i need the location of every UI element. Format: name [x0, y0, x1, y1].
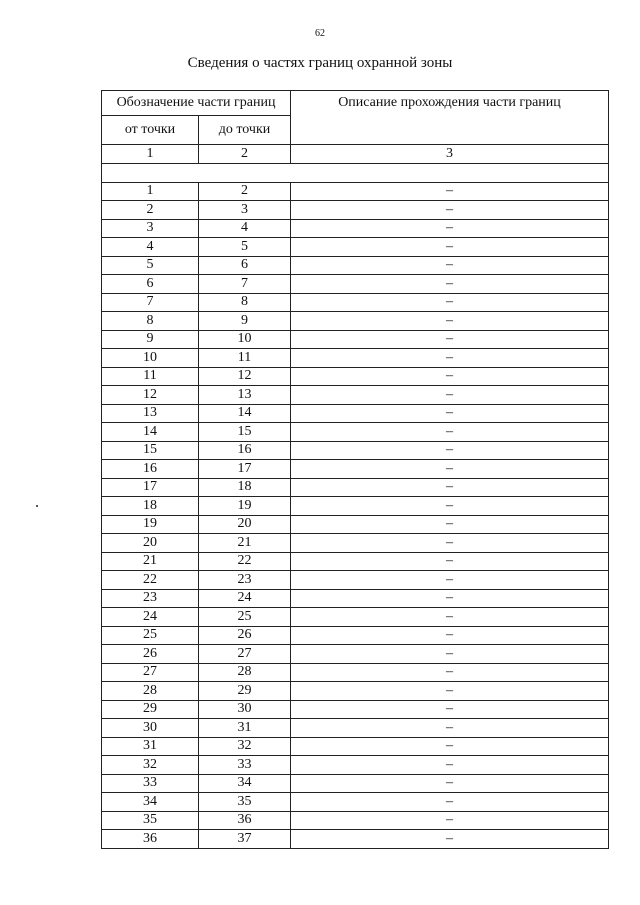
table-row: [102, 182, 609, 201]
table-row: [102, 793, 609, 812]
description-cell: –: [291, 201, 609, 220]
description-cell: –: [291, 386, 609, 405]
to-point-cell: 21: [199, 534, 291, 553]
to-point-cell: 13: [199, 386, 291, 405]
to-point-cell: 20: [199, 515, 291, 534]
header-row-1: [102, 91, 609, 116]
from-point-cell: 15: [102, 441, 199, 460]
description-cell: –: [291, 275, 609, 294]
from-point-cell: 23: [102, 589, 199, 608]
description-cell: –: [291, 811, 609, 830]
table-row: [102, 349, 609, 368]
from-point-cell: 29: [102, 700, 199, 719]
from-point-cell: 12: [102, 386, 199, 405]
table-row: [102, 626, 609, 645]
column-number-2: 2: [199, 145, 291, 164]
description-cell: –: [291, 238, 609, 257]
table-row: [102, 552, 609, 571]
table-row: [102, 774, 609, 793]
table-row: [102, 201, 609, 220]
from-point-cell: 19: [102, 515, 199, 534]
from-point-cell: 9: [102, 330, 199, 349]
from-point-cell: 21: [102, 552, 199, 571]
to-point-cell: 15: [199, 423, 291, 442]
description-cell: –: [291, 515, 609, 534]
from-point-cell: 30: [102, 719, 199, 738]
table-row: [102, 737, 609, 756]
to-point-cell: 6: [199, 256, 291, 275]
table-row: [102, 460, 609, 479]
table-row: [102, 700, 609, 719]
from-point-cell: 33: [102, 774, 199, 793]
table-row: [102, 830, 609, 849]
to-point-cell: 24: [199, 589, 291, 608]
table-row: [102, 589, 609, 608]
to-point-cell: 23: [199, 571, 291, 590]
from-point-cell: 17: [102, 478, 199, 497]
table-row: [102, 515, 609, 534]
description-cell: –: [291, 737, 609, 756]
description-cell: –: [291, 663, 609, 682]
from-point-cell: 28: [102, 682, 199, 701]
table-row: [102, 719, 609, 738]
to-point-cell: 17: [199, 460, 291, 479]
column-number-1: 1: [102, 145, 199, 164]
table-row: [102, 238, 609, 257]
table-body: [102, 91, 609, 849]
description-cell: –: [291, 219, 609, 238]
from-point-cell: 31: [102, 737, 199, 756]
to-point-cell: 12: [199, 367, 291, 386]
to-point-cell: 32: [199, 737, 291, 756]
from-point-cell: 8: [102, 312, 199, 331]
to-point-cell: 30: [199, 700, 291, 719]
to-point-cell: 2: [199, 182, 291, 201]
table-row: [102, 811, 609, 830]
from-point-cell: 16: [102, 460, 199, 479]
table-row: [102, 330, 609, 349]
header-to-point: до точки: [199, 116, 291, 145]
from-point-cell: 36: [102, 830, 199, 849]
document-title: Сведения о частях границ охранной зоны: [187, 55, 453, 71]
to-point-cell: 14: [199, 404, 291, 423]
description-cell: –: [291, 608, 609, 627]
description-cell: –: [291, 534, 609, 553]
table-row: [102, 571, 609, 590]
table-row: [102, 645, 609, 664]
stray-mark: [36, 505, 38, 507]
from-point-cell: 1: [102, 182, 199, 201]
to-point-cell: 3: [199, 201, 291, 220]
description-cell: –: [291, 552, 609, 571]
header-boundary-description: Описание прохождения части границ: [291, 91, 609, 145]
description-cell: –: [291, 793, 609, 812]
description-cell: –: [291, 700, 609, 719]
table-row: [102, 663, 609, 682]
description-cell: –: [291, 719, 609, 738]
description-cell: –: [291, 441, 609, 460]
table-row: [102, 534, 609, 553]
from-point-cell: 27: [102, 663, 199, 682]
to-point-cell: 25: [199, 608, 291, 627]
to-point-cell: 19: [199, 497, 291, 516]
description-cell: –: [291, 645, 609, 664]
from-point-cell: 6: [102, 275, 199, 294]
spacer-row: [102, 163, 609, 182]
table-row: [102, 386, 609, 405]
description-cell: –: [291, 460, 609, 479]
description-cell: –: [291, 182, 609, 201]
description-cell: –: [291, 404, 609, 423]
table-row: [102, 275, 609, 294]
table-row: [102, 608, 609, 627]
table-row: [102, 441, 609, 460]
from-point-cell: 4: [102, 238, 199, 257]
to-point-cell: 10: [199, 330, 291, 349]
to-point-cell: 36: [199, 811, 291, 830]
to-point-cell: 16: [199, 441, 291, 460]
to-point-cell: 35: [199, 793, 291, 812]
description-cell: –: [291, 478, 609, 497]
description-cell: –: [291, 423, 609, 442]
to-point-cell: 5: [199, 238, 291, 257]
table-row: [102, 404, 609, 423]
to-point-cell: 8: [199, 293, 291, 312]
to-point-cell: 22: [199, 552, 291, 571]
column-number-row: [102, 145, 609, 164]
page-number: 62: [315, 28, 325, 39]
table-row: [102, 497, 609, 516]
table-row: [102, 256, 609, 275]
to-point-cell: 29: [199, 682, 291, 701]
to-point-cell: 18: [199, 478, 291, 497]
description-cell: –: [291, 626, 609, 645]
header-boundary-designation: Обозначение части границ: [102, 91, 291, 116]
from-point-cell: 2: [102, 201, 199, 220]
from-point-cell: 7: [102, 293, 199, 312]
to-point-cell: 26: [199, 626, 291, 645]
from-point-cell: 10: [102, 349, 199, 368]
to-point-cell: 31: [199, 719, 291, 738]
description-cell: –: [291, 571, 609, 590]
description-cell: –: [291, 330, 609, 349]
from-point-cell: 11: [102, 367, 199, 386]
table-row: [102, 478, 609, 497]
description-cell: –: [291, 589, 609, 608]
from-point-cell: 25: [102, 626, 199, 645]
from-point-cell: 18: [102, 497, 199, 516]
to-point-cell: 37: [199, 830, 291, 849]
to-point-cell: 9: [199, 312, 291, 331]
table-row: [102, 312, 609, 331]
from-point-cell: 35: [102, 811, 199, 830]
from-point-cell: 3: [102, 219, 199, 238]
from-point-cell: 24: [102, 608, 199, 627]
from-point-cell: 32: [102, 756, 199, 775]
to-point-cell: 34: [199, 774, 291, 793]
from-point-cell: 13: [102, 404, 199, 423]
to-point-cell: 4: [199, 219, 291, 238]
description-cell: –: [291, 774, 609, 793]
spacer-cell: [102, 163, 609, 182]
table-row: [102, 756, 609, 775]
table-row: [102, 682, 609, 701]
to-point-cell: 33: [199, 756, 291, 775]
to-point-cell: 7: [199, 275, 291, 294]
from-point-cell: 22: [102, 571, 199, 590]
from-point-cell: 5: [102, 256, 199, 275]
from-point-cell: 34: [102, 793, 199, 812]
description-cell: –: [291, 367, 609, 386]
description-cell: –: [291, 256, 609, 275]
to-point-cell: 11: [199, 349, 291, 368]
from-point-cell: 20: [102, 534, 199, 553]
to-point-cell: 28: [199, 663, 291, 682]
column-number-3: 3: [291, 145, 609, 164]
header-from-point: от точки: [102, 116, 199, 145]
description-cell: –: [291, 682, 609, 701]
description-cell: –: [291, 756, 609, 775]
to-point-cell: 27: [199, 645, 291, 664]
description-cell: –: [291, 830, 609, 849]
table-row: [102, 367, 609, 386]
table-row: [102, 293, 609, 312]
from-point-cell: 26: [102, 645, 199, 664]
description-cell: –: [291, 312, 609, 331]
boundary-parts-table: [101, 90, 609, 849]
table-row: [102, 219, 609, 238]
table-row: [102, 423, 609, 442]
description-cell: –: [291, 497, 609, 516]
from-point-cell: 14: [102, 423, 199, 442]
description-cell: –: [291, 293, 609, 312]
description-cell: –: [291, 349, 609, 368]
